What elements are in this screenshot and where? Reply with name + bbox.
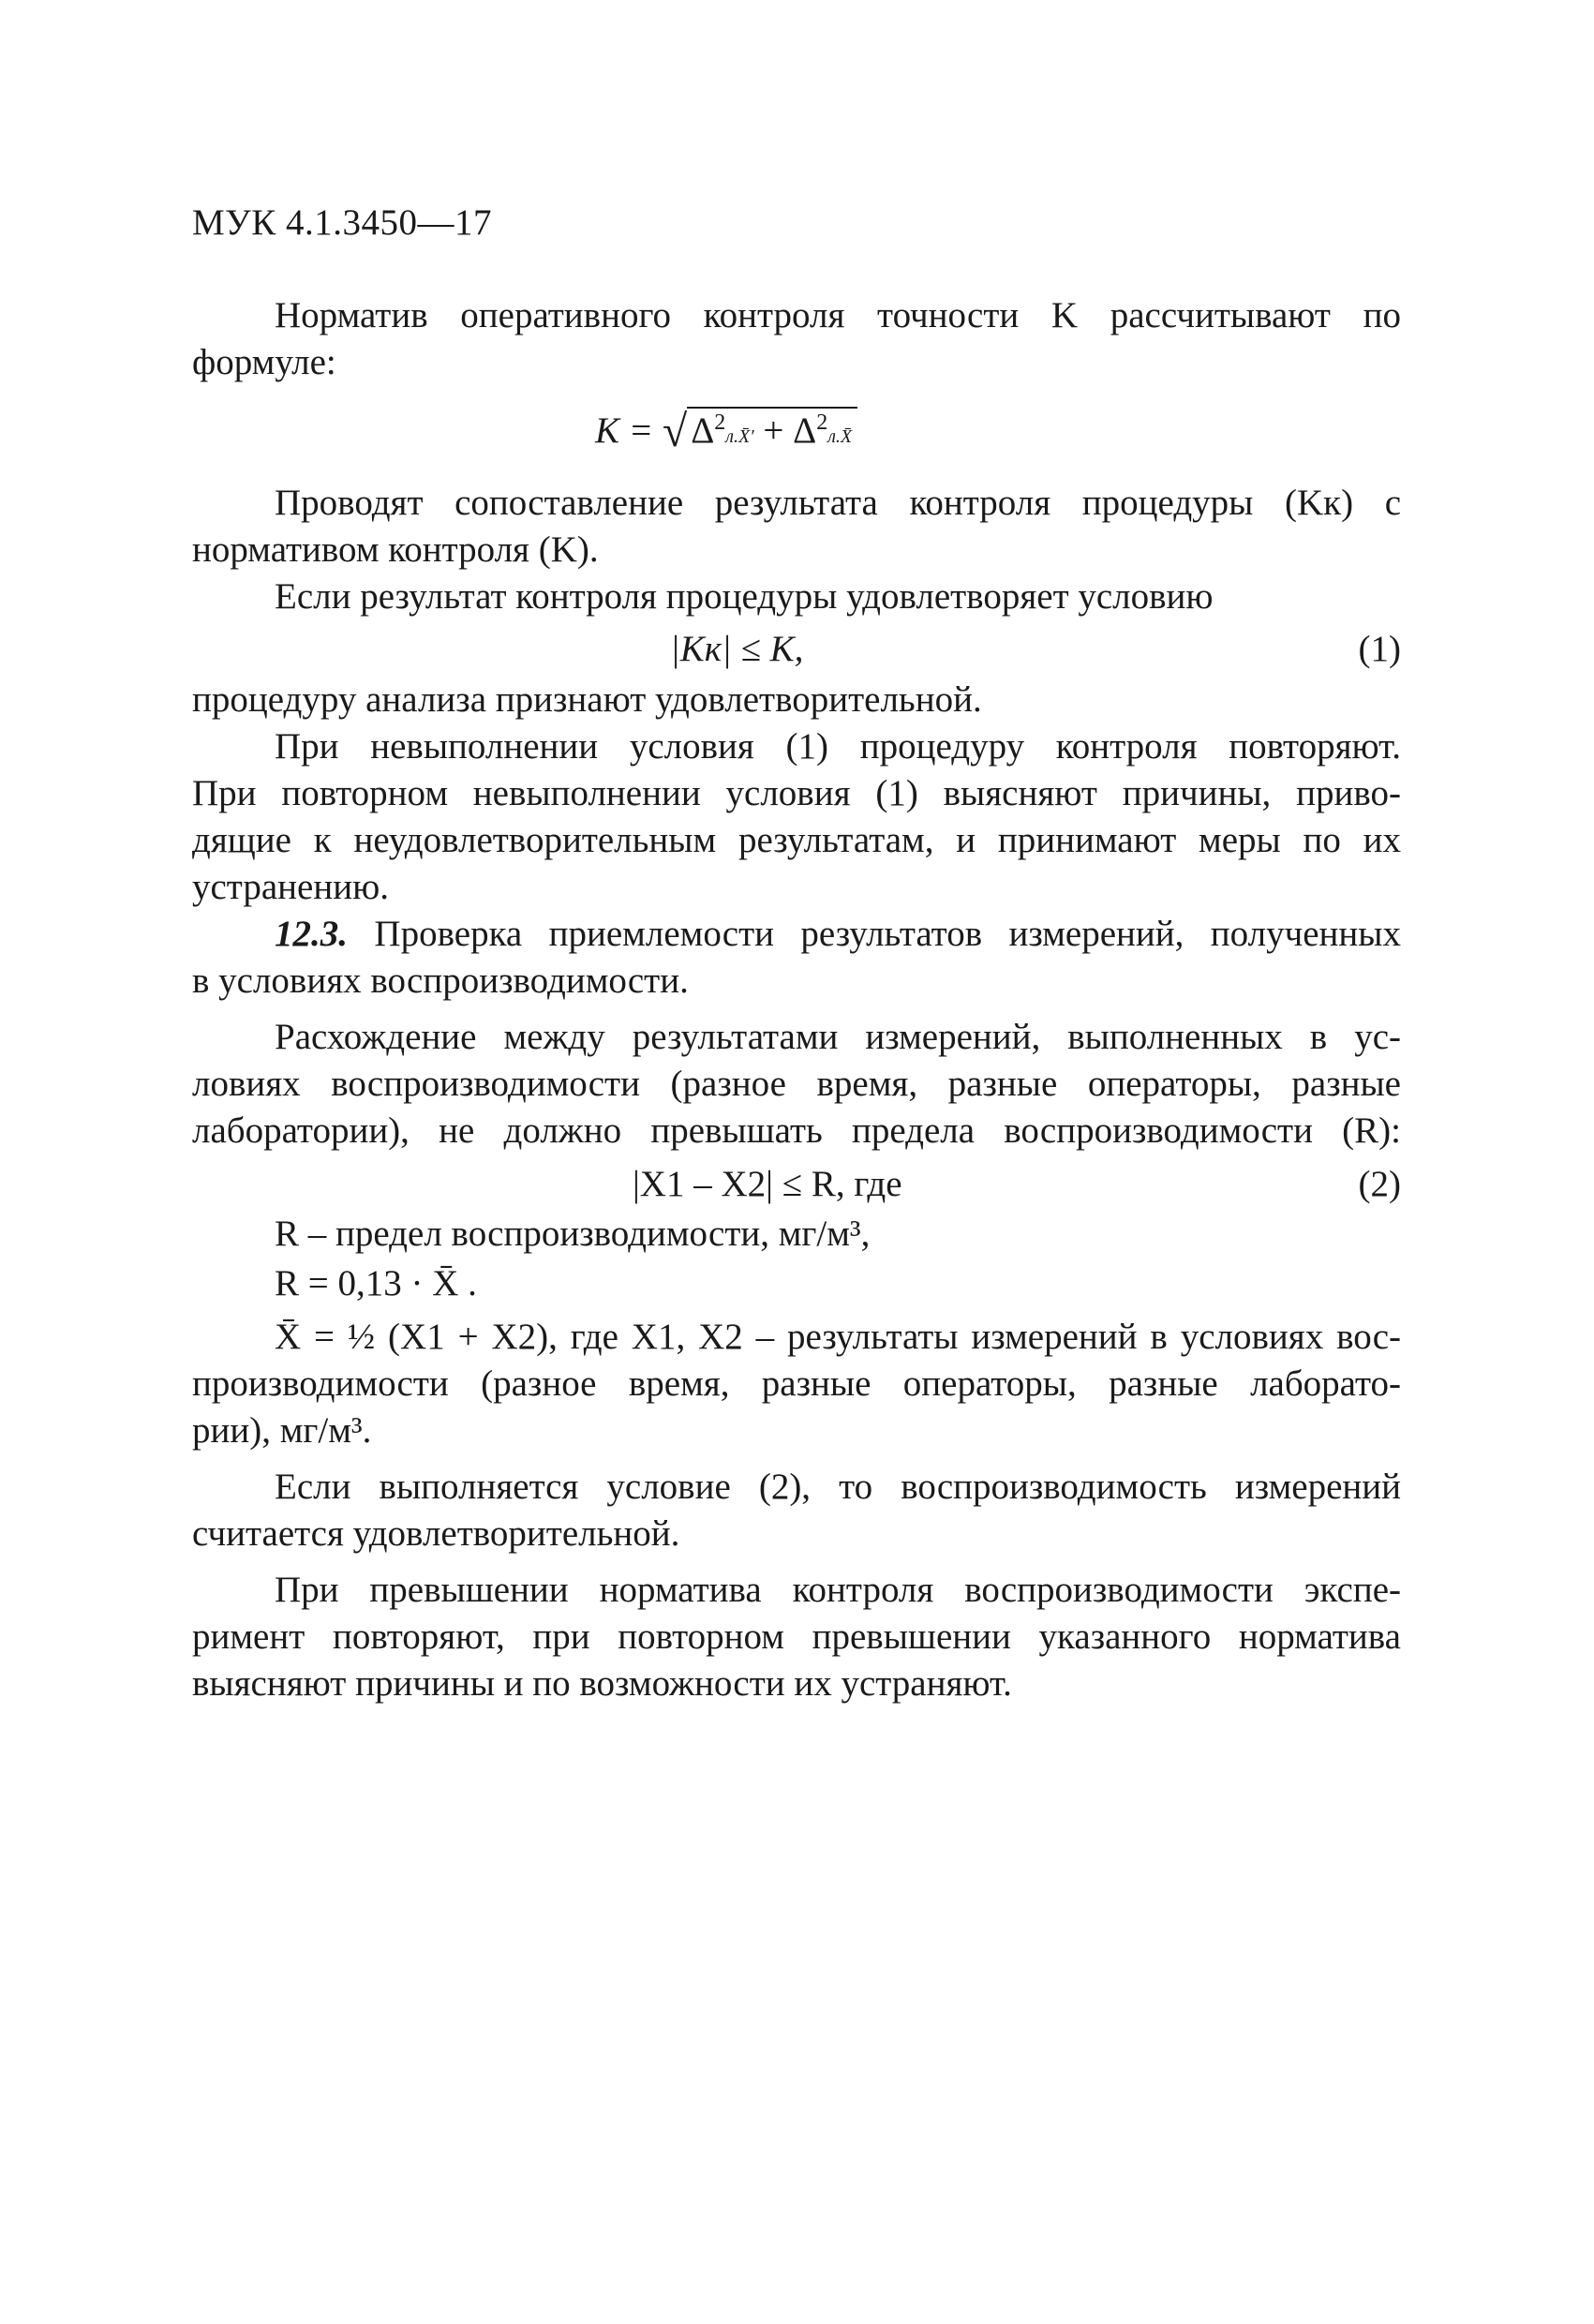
section-number: 12.3. [275, 914, 348, 954]
paragraph-line: При повторном невыполнении условия (1) выясняют причины, приво- [192, 773, 1401, 813]
equation-number: (2) [1358, 1164, 1401, 1204]
paragraph-line: римент повторяют, при повторном превышении указанного норматива [192, 1616, 1401, 1657]
paragraph-line: процедуру анализа признают удовлетворительной. [192, 679, 982, 720]
paragraph-line: При невыполнении условия (1) процедуру контроля повторяют. [275, 726, 1401, 767]
document-code: МУК 4.1.3450—17 [192, 202, 493, 243]
paragraph-line: X̄ = ½ (X1 + X2), где X1, X2 – результаты измерений в условиях вос- [275, 1317, 1401, 1357]
equation-expression: |Kк| ≤ K, [670, 629, 804, 669]
equation-expression: |X1 – X2| ≤ R, где [633, 1164, 902, 1204]
paragraph-line: в условиях воспроизводимости. [192, 961, 689, 1001]
section-heading-line [192, 912, 1401, 957]
document-page [192, 0, 1401, 2324]
paragraph-line: Если результат контроля процедуры удовлетворяет условию [275, 576, 1214, 617]
sqrt-symbol: √ $\Delta^2л.X̄'$ + $\Delta^2л.X̄$ [663, 406, 857, 459]
formula-plus: + [763, 410, 784, 451]
delta-symbol: Δ [691, 410, 715, 451]
paragraph-line: устранению. [192, 867, 389, 907]
paragraph-line: нормативом контроля (K). [192, 529, 599, 570]
paragraph-line: формуле: [192, 342, 336, 382]
paragraph-line: лаборатории), не должно превышать предела воспроизводимости (R): [192, 1110, 1401, 1151]
paragraph-line: производимости (разное время, разные операторы, разные лаборато- [192, 1363, 1401, 1404]
paragraph-line: Норматив оперативного контроля точности K рассчитывают по [275, 295, 1401, 335]
equation-number: (1) [1358, 629, 1401, 669]
section-title: Проверка приемлемости результатов измерений, полученных [348, 914, 1401, 954]
formula-sub: л.X̄ [827, 426, 853, 447]
paragraph-line: выясняют причины и по возможности их устраняют. [192, 1663, 1012, 1704]
paragraph-line: ловиях воспроизводимости (разное время, разные операторы, разные [192, 1064, 1401, 1104]
formula-sub: л.X̄′ [725, 426, 754, 447]
paragraph-line: дящие к неудовлетворительным результатам, и принимают меры по их [192, 820, 1401, 860]
paragraph-line: R = 0,13 · X̄ . [275, 1263, 477, 1304]
formula-sup: 2 [816, 410, 828, 435]
paragraph-line: R – предел воспроизводимости, мг/м³, [275, 1214, 871, 1254]
formula-lhs: K = [595, 410, 654, 451]
paragraph-line: При превышении норматива контроля воспроизводимости экспе- [275, 1570, 1401, 1610]
formula-sup: 2 [714, 410, 726, 435]
delta-symbol: Δ [793, 410, 817, 451]
radicand [687, 407, 857, 459]
paragraph-line: рии), мг/м³. [192, 1410, 372, 1451]
paragraph-line: Если выполняется условие (2), то воспроизводимость измерений [275, 1467, 1401, 1507]
paragraph-line: Проводят сопоставление результата контроля процедуры (Kк) с [275, 483, 1401, 523]
paragraph-line: Расхождение между результатами измерений, выполненных в ус- [275, 1017, 1401, 1057]
paragraph-line: считается удовлетворительной. [192, 1513, 680, 1554]
